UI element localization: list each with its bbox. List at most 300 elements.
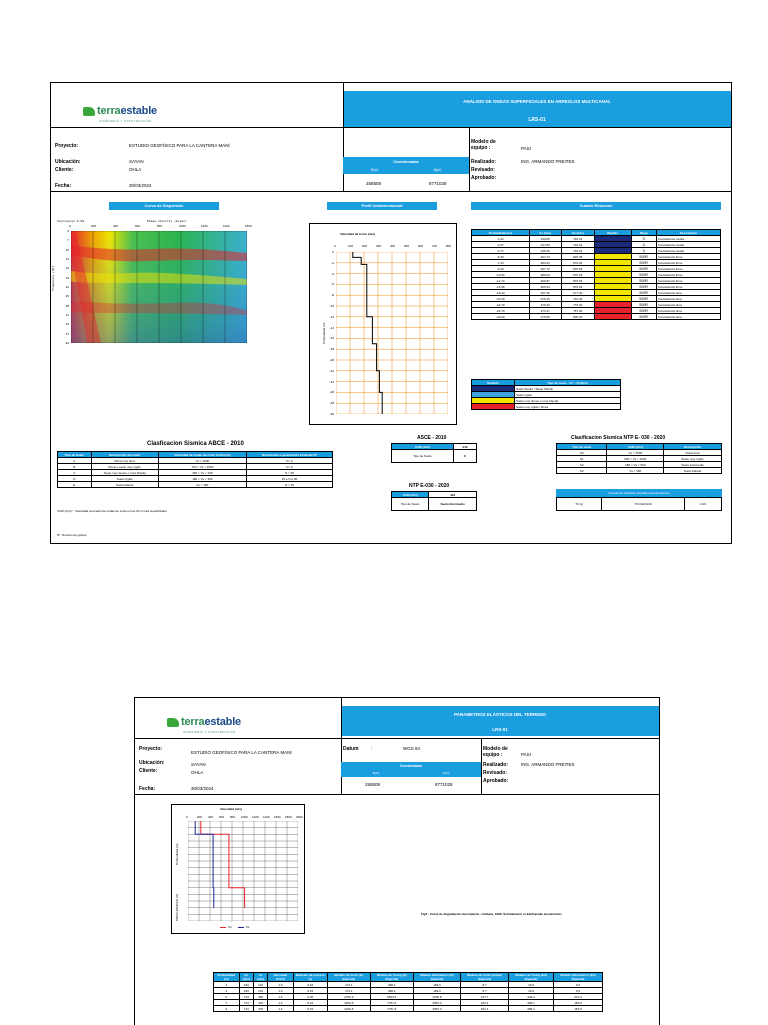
vp-cell: 787.30 xyxy=(561,308,594,314)
param-cell: 398.2 xyxy=(370,988,413,994)
made-label-2: Realizado: xyxy=(483,762,509,768)
depth-cell: -15.08 xyxy=(472,284,530,290)
summary-header-4: N(sp) xyxy=(631,230,656,236)
nsp-cell: 50/R xyxy=(631,266,656,272)
vp-cell: 876.63 xyxy=(561,266,594,272)
client-label: Cliente: xyxy=(55,167,74,173)
coords-header-2: Coordenadas xyxy=(341,762,481,770)
date-value: 30/03/2024 xyxy=(129,183,152,188)
abce-cell: D xyxy=(58,476,92,482)
rigidity-swatch xyxy=(594,314,631,320)
x-tick-label: 200 xyxy=(362,244,368,248)
x-tick-label: 1800 xyxy=(285,815,292,819)
nsp-cell: 50/R xyxy=(631,290,656,296)
ntpc-table xyxy=(556,443,722,474)
param-cell: 231.3 xyxy=(554,994,603,1000)
dispersion-image xyxy=(71,231,247,343)
y-tick-label: -14 xyxy=(329,325,334,330)
param-cell: 183.8 xyxy=(554,1000,603,1006)
abce-note-2: N*: Numero de golpes xyxy=(57,533,87,537)
y-tick-label: 25 xyxy=(65,294,69,299)
x-tick-label: 600 xyxy=(135,224,141,228)
profile-panel xyxy=(309,223,457,425)
asce-vs: 416 xyxy=(453,444,476,450)
param-cell: 1.4 xyxy=(268,1006,293,1012)
ntpc-cell: S0 xyxy=(557,450,607,456)
y-tick-label: -16 xyxy=(329,336,334,341)
param-cell: 233 xyxy=(239,982,253,988)
x-tick-label: 1600 xyxy=(274,815,281,819)
ntpc-cell: Vs < 180 xyxy=(607,468,664,474)
description-cell: Consistencia media xyxy=(656,248,720,254)
vs-cell: 289.03 xyxy=(529,272,561,278)
abce-cell: 15 ≤ N ≤ 50 xyxy=(246,476,332,482)
coords-header: Coordenadas xyxy=(343,157,469,166)
vs-cell: 276.26 xyxy=(529,302,561,308)
depth-cell: -2.27 xyxy=(472,242,530,248)
brand-b-2: estable xyxy=(204,716,241,728)
param-cell: 5 xyxy=(214,994,240,1000)
abce-cell: N < 15 xyxy=(246,482,332,488)
brand-a: terra xyxy=(97,105,121,117)
depth-cell: -26.79 xyxy=(472,308,530,314)
y-tick-label: 31 xyxy=(65,313,69,317)
sheet2-code: LRS-01 xyxy=(341,724,659,736)
depth-cell: -3.77 xyxy=(472,248,530,254)
nsp-cell: 50/R xyxy=(631,302,656,308)
y-tick-label: 40 xyxy=(65,341,69,345)
abce-row xyxy=(58,482,333,488)
y-tick-label: 37 xyxy=(65,331,69,336)
y-tick-label: -10 xyxy=(329,304,334,308)
sheet-code: LRS-01 xyxy=(343,113,731,127)
project-value: ESTUDIO GEOFÍSICO PARA LA CANTERA MANÍ xyxy=(129,143,230,148)
x-tick-label: 400 xyxy=(390,244,396,248)
param-cell: 173.1 xyxy=(328,982,371,988)
nsp-cell: 50/R xyxy=(631,314,656,320)
datum-value: WGS 84 xyxy=(403,746,421,751)
description-cell: Consistencia dura xyxy=(656,296,720,302)
location-label: Ubicación: xyxy=(55,159,81,165)
abce-cell: N / A xyxy=(246,464,332,470)
sheet-title: ANÁLISIS DE ONDAS SUPERFICIALES EN ARREGLOS MULTICANAL xyxy=(343,91,731,113)
depth-cell: -20.49 xyxy=(472,296,530,302)
ntpc-cell: Vs > 1500 xyxy=(607,450,664,456)
depth-cell: -5.46 xyxy=(472,254,530,260)
dispersion-title: Curva de Dispersión xyxy=(109,202,219,210)
param-cell: 3246.5 xyxy=(328,1006,371,1012)
vp-cell: 826.38 xyxy=(561,254,594,260)
datum-label: Datum xyxy=(343,746,359,752)
legend-vs: Vs xyxy=(245,925,250,929)
param-header-7: Módulo Volumétrico (K) (Kg/cm2) xyxy=(413,973,460,982)
fig-caption: Fig3 : Curva de degradación del material - Ishihara, 1996: Soil Behavior in Earthquake Geotechnics xyxy=(421,912,562,916)
date-value-2: 30/03/2024 xyxy=(191,786,214,791)
y-tick-label: -28 xyxy=(329,401,334,406)
vp-cell: 746.01 xyxy=(561,236,594,242)
disp-ylabel: Frequency (Hz) xyxy=(51,265,55,291)
vel-ylabel: Profundidad (m) xyxy=(175,843,179,865)
vs-cell: 275.60 xyxy=(529,314,561,320)
param-header-3: Densidad (T/m3) xyxy=(268,973,293,982)
x-tick-label: 600 xyxy=(219,815,225,819)
ntp-vs: 416 xyxy=(429,492,477,498)
depth-cell: -10.94 xyxy=(472,272,530,278)
y-tick-label: 19 xyxy=(65,275,69,280)
y-tick-label: -26 xyxy=(329,390,334,395)
profile-title: Perfil Unidimensional xyxy=(327,202,437,210)
param-header-1: Vp (m/s) xyxy=(239,973,253,982)
vel-ylabel-2: PROFUNDIDAD (m) xyxy=(175,893,179,921)
period-table xyxy=(556,497,722,511)
asce-table xyxy=(391,443,477,463)
abce-cell: 180 < Vs < 360 xyxy=(158,476,246,482)
x-tick-label: 1200 xyxy=(252,815,259,819)
e-value: 258508 xyxy=(366,181,382,186)
description-cell: Consistencia dura xyxy=(656,302,720,308)
nsp-cell: 50/R xyxy=(631,260,656,266)
y-tick-label: -22 xyxy=(329,368,334,373)
ntpc-cell: S2 xyxy=(557,462,607,468)
e-header-2: E(m) xyxy=(341,770,411,777)
x-tick-label: 1200 xyxy=(201,224,208,228)
y-tick-label: -20 xyxy=(329,358,334,362)
y-tick-label: -30 xyxy=(329,412,334,416)
param-cell: 744 xyxy=(239,1006,253,1012)
param-cell: 398.2 xyxy=(370,982,413,988)
param-cell: 0.15 xyxy=(293,982,328,988)
param-row xyxy=(214,1006,603,1012)
description-cell: Consistencia firme xyxy=(656,278,720,284)
depth-cell: -30.00 xyxy=(472,314,530,320)
param-cell: 131 xyxy=(253,988,267,994)
param-cell: 0.15 xyxy=(293,988,328,994)
description-cell: Consistencia dura xyxy=(656,308,720,314)
soil-legend-table xyxy=(471,379,621,410)
params-table xyxy=(213,972,603,1012)
model-value: PASI xyxy=(521,146,531,151)
param-cell: 2756.3 xyxy=(328,994,371,1000)
param-cell: 7751.5 xyxy=(370,1006,413,1012)
vs-cell: 246.29 xyxy=(529,248,561,254)
vs-cell: 283.63 xyxy=(529,260,561,266)
ntp-title: NTP E-030 - 2020 xyxy=(409,483,450,489)
x-tick-label: 800 xyxy=(446,244,452,248)
vp-cell: 746.01 xyxy=(561,248,594,254)
vp-cell: 716.30 xyxy=(561,296,594,302)
abce-cell: 360 < Vs < 760 xyxy=(158,470,246,476)
nsp-cell: 50/R xyxy=(631,284,656,290)
client-value-2: OHLA xyxy=(191,770,204,775)
ntpc-cell: Suelo blando xyxy=(664,468,722,474)
abce-cell: A xyxy=(58,458,92,464)
param-cell: 1.0 xyxy=(268,982,293,988)
sheet-1 xyxy=(50,82,732,544)
param-cell: 173.1 xyxy=(328,988,371,994)
ntpc-header-0: Tipo de suelo xyxy=(557,444,607,450)
abce-cell: E xyxy=(58,482,92,488)
param-cell: 19.9 xyxy=(509,982,554,988)
param-cell: 189.6 xyxy=(413,982,460,988)
param-cell: 8.7 xyxy=(461,982,509,988)
summary-row xyxy=(472,314,721,320)
description-cell: Consistencia firme xyxy=(656,272,720,278)
nsp-cell: 50/R xyxy=(631,254,656,260)
y-tick-label: -4 xyxy=(331,271,334,276)
approved-label: Aprobado: xyxy=(471,175,497,181)
y-tick-label: -12 xyxy=(329,314,334,319)
ntpc-cell: Roca dura xyxy=(664,450,722,456)
x-tick-label: 800 xyxy=(157,224,163,228)
ntpc-header-1: Vs30 (m/s) xyxy=(607,444,664,450)
y-tick-label: 0 xyxy=(332,250,334,254)
client-label-2: Cliente: xyxy=(139,768,158,774)
ntp-type-label: Tipo de Suelo xyxy=(392,498,429,511)
param-cell: 385.1 xyxy=(509,1000,554,1006)
n-header-2: N(m) xyxy=(411,770,481,777)
param-cell: 0.15 xyxy=(293,1006,328,1012)
depth-cell: -12.74 xyxy=(472,278,530,284)
abce-cell: Suelo rígido xyxy=(91,476,158,482)
period-formula: T0=4H/Vs30 xyxy=(602,498,685,511)
nsp-cell: 50/R xyxy=(631,296,656,302)
param-cell: 3687.4 xyxy=(413,1000,460,1006)
legend-vs-swatch xyxy=(238,927,244,928)
param-cell: 131 xyxy=(253,982,267,988)
legend-text: Suelo muy denso o roca blanda xyxy=(515,398,621,404)
ntpc-cell: Suelo muy rígido xyxy=(664,456,722,462)
param-cell: 7 xyxy=(214,1000,240,1006)
leaf-icon xyxy=(83,107,95,116)
y-tick-label: 10 xyxy=(65,247,69,252)
param-cell: 162.4 xyxy=(461,1000,509,1006)
reviewed-label: Revisado: xyxy=(471,167,495,173)
asce-type-label: Tipo de Suelo xyxy=(392,450,454,463)
vp-cell: 876.63 xyxy=(561,284,594,290)
project-value-2: ESTUDIO GEOFÍSICO PARA LA CANTERA MANÍ xyxy=(191,750,292,755)
legend-text: Suelo rígido xyxy=(515,392,621,398)
abce-cell: Suelo muy denso o roca blanda xyxy=(91,470,158,476)
param-header-2: Vs (m/s) xyxy=(253,973,267,982)
vs-cell: 273.37 xyxy=(529,308,561,314)
summary-header-5: Descripción xyxy=(656,230,720,236)
dispersion-panel xyxy=(51,219,252,345)
ntpc-row xyxy=(557,468,722,474)
abce-header-1: Descripción del suelo xyxy=(91,452,158,458)
x-tick-label: 1000 xyxy=(241,815,248,819)
x-tick-label: 0 xyxy=(69,224,71,228)
abce-cell: N > 50 xyxy=(246,470,332,476)
vp-cell: 876.63 xyxy=(561,272,594,278)
y-tick-label: -6 xyxy=(331,282,334,287)
x-tick-label: 0 xyxy=(186,815,188,819)
date-label-2: Fecha: xyxy=(139,786,156,792)
ntpc-cell: 500 < Vs < 1500 xyxy=(607,456,664,462)
model-label-2: Modelo de equipo : xyxy=(483,746,508,758)
x-tick-label: 500 xyxy=(404,244,410,248)
prof-chart-title: Velocidad de Corte (m/s) xyxy=(340,232,376,236)
prof-ylabel: Profundidad (m) xyxy=(322,322,326,344)
ntpc-title: Clasificacion Sismica NTP E- 030 - 2020 xyxy=(571,435,666,441)
legend-header-0: Símbolo xyxy=(472,380,515,386)
prof-yticks xyxy=(324,252,334,414)
logo xyxy=(83,105,157,117)
reviewed-label-2: Revisado: xyxy=(483,770,507,776)
abce-cell: N / A xyxy=(246,458,332,464)
nsp-cell: 3 xyxy=(631,242,656,248)
legend-vp: Vp xyxy=(228,925,232,929)
y-tick-label: 13 xyxy=(65,257,69,261)
y-tick-label: 6 xyxy=(67,229,69,233)
ntp-type: Suelo Intermedio xyxy=(429,498,477,511)
vs-cell: 279.15 xyxy=(529,296,561,302)
summary-header-1: Vs (m/s) xyxy=(529,230,561,236)
x-tick-label: 400 xyxy=(208,815,214,819)
abce-header-2: Velocidad de ondas de corte Vs30 (m/s) xyxy=(158,452,246,458)
param-header-10: Módulo Volumétrico (Kd) (Kg/cm2) xyxy=(554,973,603,982)
description-cell: Consistencia firme xyxy=(656,284,720,290)
brand-tagline: INGENIERÍA Y CONSTRUCCIÓN xyxy=(99,120,152,123)
abce-cell: Vs > 1500 xyxy=(158,458,246,464)
project-label-2: Proyecto: xyxy=(139,746,163,752)
param-cell: 8.7 xyxy=(461,988,509,994)
brand-a-2: terra xyxy=(181,716,205,728)
param-cell: 7751.5 xyxy=(370,1000,413,1006)
vs-cell: 297.72 xyxy=(529,266,561,272)
x-tick-label: 2000 xyxy=(296,815,303,819)
vel-chart-title: Velocidad (m/s) xyxy=(220,807,243,811)
model-label: Modelo de equipo : xyxy=(471,139,496,151)
disp-xticks xyxy=(69,224,252,229)
description-cell: Consistencia firme xyxy=(656,260,720,266)
description-cell: Consistencia firme xyxy=(656,254,720,260)
abce-table xyxy=(57,451,333,488)
legend-vp-swatch xyxy=(220,927,226,928)
summary-header-0: Profundidad (m) xyxy=(472,230,530,236)
y-tick-label: -8 xyxy=(331,293,334,298)
vs-line xyxy=(195,821,214,908)
param-header-4: Relación de poisson (v) xyxy=(293,973,328,982)
brand-b: estable xyxy=(120,105,157,117)
nsp-cell: 3 xyxy=(631,236,656,242)
param-cell: 0.26 xyxy=(293,994,328,1000)
y-tick-label: 34 xyxy=(65,322,69,327)
param-cell: 1.0 xyxy=(268,988,293,994)
abce-cell: Roca o suelo muy rígido xyxy=(91,464,158,470)
param-cell: 189.6 xyxy=(413,988,460,994)
legend-header-1: Tipo de suelo - Vs* - N (Sp/s) xyxy=(515,380,621,386)
param-header-9: Módulo de Young (Ed) (Kg/cm2) xyxy=(509,973,554,982)
location-value: SAYAN xyxy=(129,159,144,164)
velocity-panel xyxy=(171,804,305,934)
project-label: Proyecto: xyxy=(55,143,79,149)
vs-cell: 257.40 xyxy=(529,290,561,296)
e-header: E(m) xyxy=(343,166,406,174)
asce-vs-label: Vs30 (m/s) xyxy=(392,444,454,450)
abce-header-0: Tipo de Suelo xyxy=(58,452,92,458)
param-cell: 9.5 xyxy=(554,988,603,994)
prof-xticks xyxy=(334,244,452,249)
x-tick-label: 1400 xyxy=(263,815,270,819)
vp-cell: 876.63 xyxy=(561,278,594,284)
y-tick-label: 28 xyxy=(65,303,69,308)
x-tick-label: 400 xyxy=(113,224,119,228)
made-label: Realizado: xyxy=(471,159,497,165)
depth-cell: -7.23 xyxy=(472,260,530,266)
description-cell: Consistencia firme xyxy=(656,266,720,272)
ntpc-cell: Suelo intermedio xyxy=(664,462,722,468)
param-cell: 19.9 xyxy=(509,988,554,994)
abce-note-1: Vs30 (m/s)* : Velocidad promedio de ondas de corte en los 30 m más superficiales xyxy=(57,509,167,513)
period-value: 0.29 xyxy=(685,498,722,511)
param-cell: 9.5 xyxy=(554,982,603,988)
param-cell: 1.4 xyxy=(268,1000,293,1006)
param-cell: 4 xyxy=(214,988,240,994)
model-value-2: PASI xyxy=(521,752,531,757)
description-cell: Consistencia dura xyxy=(656,314,720,320)
x-tick-label: 600 xyxy=(418,244,424,248)
param-header-8: Módulo de Corte (Gmax) (Kg/cm2) xyxy=(461,973,509,982)
x-tick-label: 100 xyxy=(348,244,354,248)
param-cell: 456 xyxy=(253,994,267,1000)
e-value-2: 258508 xyxy=(365,782,381,787)
made-value: ING. ARMANDO FREITES xyxy=(521,159,575,164)
x-tick-label: 0 xyxy=(334,244,336,248)
vs-cell: 264.73 xyxy=(529,254,561,260)
y-tick-label: 22 xyxy=(65,285,69,289)
date-label: Fecha: xyxy=(55,183,72,189)
depth-cell: -18.13 xyxy=(472,290,530,296)
description-cell: Consistencia media xyxy=(656,242,720,248)
param-cell: 9 xyxy=(214,1006,240,1012)
param-cell: 3687.4 xyxy=(413,1006,460,1012)
velocity-chart xyxy=(188,821,298,921)
summary-title: Cuadro Resumen xyxy=(471,202,721,210)
sheet-2 xyxy=(134,697,660,1025)
legend-text: Suelo muy rígido / Roca xyxy=(515,404,621,410)
description-cell: Consistencia media xyxy=(656,236,720,242)
param-cell: 342.2 xyxy=(509,994,554,1000)
asce-type: C xyxy=(453,450,476,463)
vp-cell: 677.30 xyxy=(561,290,594,296)
ntpc-cell: S1 xyxy=(557,456,607,462)
abce-cell: 760 < Vs < 1500 xyxy=(158,464,246,470)
n-header: N(m) xyxy=(406,166,469,174)
period-label: T0 (s) xyxy=(557,498,602,511)
param-cell: 3246.5 xyxy=(328,1000,371,1006)
disp-axis-title: Phase velocity (m/sec) xyxy=(147,219,187,223)
nsp-cell: 50/R xyxy=(631,308,656,314)
param-cell: 470 xyxy=(253,1006,267,1012)
param-cell: 385.1 xyxy=(509,1006,554,1012)
disp-yticks xyxy=(59,231,69,343)
leaf-icon xyxy=(167,718,179,727)
param-cell: 4635.8 xyxy=(413,994,460,1000)
approved-label-2: Aprobado: xyxy=(483,778,509,784)
abce-cell: Roca muy dura xyxy=(91,458,158,464)
location-value-2: SAYAN xyxy=(191,762,206,767)
x-tick-label: 700 xyxy=(432,244,438,248)
depth-cell: -9.30 xyxy=(472,266,530,272)
param-cell: 0.15 xyxy=(293,1000,328,1006)
vs-cell: 266.87 xyxy=(529,278,561,284)
param-cell: 2 xyxy=(214,982,240,988)
sheet2-title: PARAMETROS ELÁSTICOS DEL TERRENO xyxy=(341,706,659,724)
nsp-cell: 50/R xyxy=(631,272,656,278)
param-cell: 744 xyxy=(239,1000,253,1006)
vp-cell: 746.01 xyxy=(561,242,594,248)
vp-cell: 876.63 xyxy=(561,260,594,266)
